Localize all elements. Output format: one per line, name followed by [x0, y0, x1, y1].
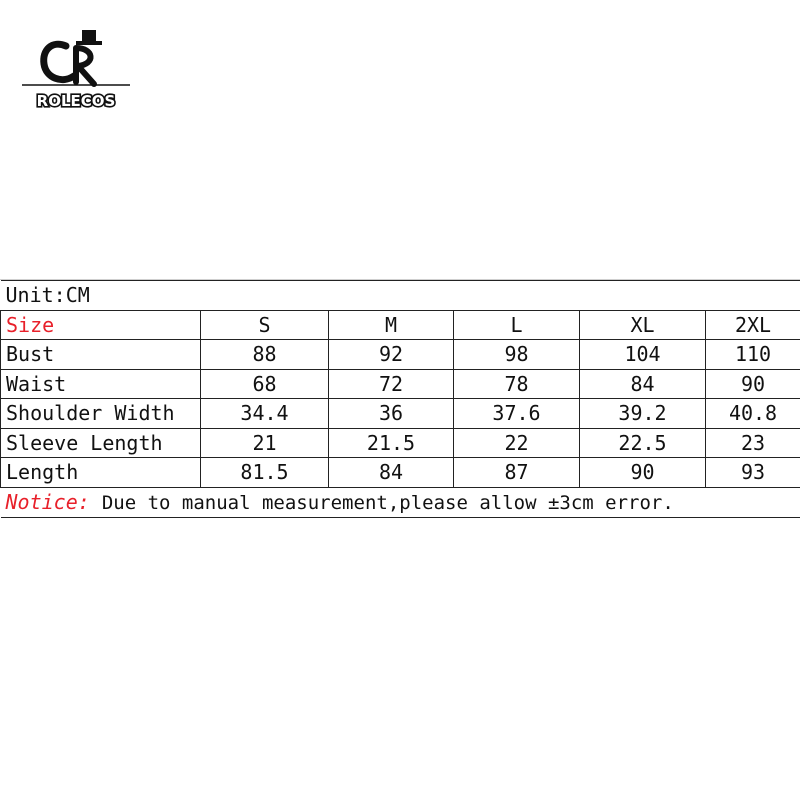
notice-text: Due to manual measurement,please allow ±3cm error.	[101, 491, 674, 514]
size-header-cell: XL	[580, 310, 706, 340]
notice-label: Notice:	[5, 489, 90, 514]
row-label: Sleeve Length	[1, 428, 201, 458]
table-cell: 22.5	[580, 428, 706, 458]
table-cell: 104	[580, 340, 706, 370]
size-header-cell: L	[454, 310, 580, 340]
row-label: Bust	[1, 340, 201, 370]
table-cell: 39.2	[580, 399, 706, 429]
table-cell: 98	[454, 340, 580, 370]
brand-name-text: ROLECOS	[36, 92, 116, 110]
table-cell: 40.8	[706, 399, 800, 429]
table-cell: 84	[580, 369, 706, 399]
table-cell: 36	[329, 399, 454, 429]
table-row	[1, 340, 800, 370]
table-cell: 78	[454, 369, 580, 399]
table-cell: 87	[454, 458, 580, 488]
row-label: Length	[1, 458, 201, 488]
row-label: Shoulder Width	[1, 399, 201, 429]
notice-cell	[1, 487, 800, 517]
table-cell: 23	[706, 428, 800, 458]
size-header-cell: M	[329, 310, 454, 340]
table-cell: 22	[454, 428, 580, 458]
size-header-row	[1, 310, 800, 340]
table-cell: 21	[201, 428, 329, 458]
notice-row	[1, 487, 800, 517]
size-header-label: Size	[1, 310, 201, 340]
size-header-cell: 2XL	[706, 310, 800, 340]
table-row	[1, 428, 800, 458]
table-row	[1, 399, 800, 429]
table-cell: 34.4	[201, 399, 329, 429]
table-cell: 90	[580, 458, 706, 488]
rolecos-logo-icon	[22, 26, 132, 118]
table-cell: 110	[706, 340, 800, 370]
table-cell: 93	[706, 458, 800, 488]
row-label: Waist	[1, 369, 201, 399]
table-cell: 37.6	[454, 399, 580, 429]
unit-row	[1, 281, 800, 311]
table-cell: 90	[706, 369, 800, 399]
table-cell: 21.5	[329, 428, 454, 458]
table-row	[1, 458, 800, 488]
table-cell: 68	[201, 369, 329, 399]
size-header-cell: S	[201, 310, 329, 340]
table-cell: 88	[201, 340, 329, 370]
size-chart-table	[0, 280, 800, 518]
table-row	[1, 369, 800, 399]
table-cell: 84	[329, 458, 454, 488]
table-cell: 72	[329, 369, 454, 399]
table-cell: 92	[329, 340, 454, 370]
unit-label: Unit:CM	[1, 281, 800, 311]
brand-logo	[22, 26, 132, 118]
table-cell: 81.5	[201, 458, 329, 488]
